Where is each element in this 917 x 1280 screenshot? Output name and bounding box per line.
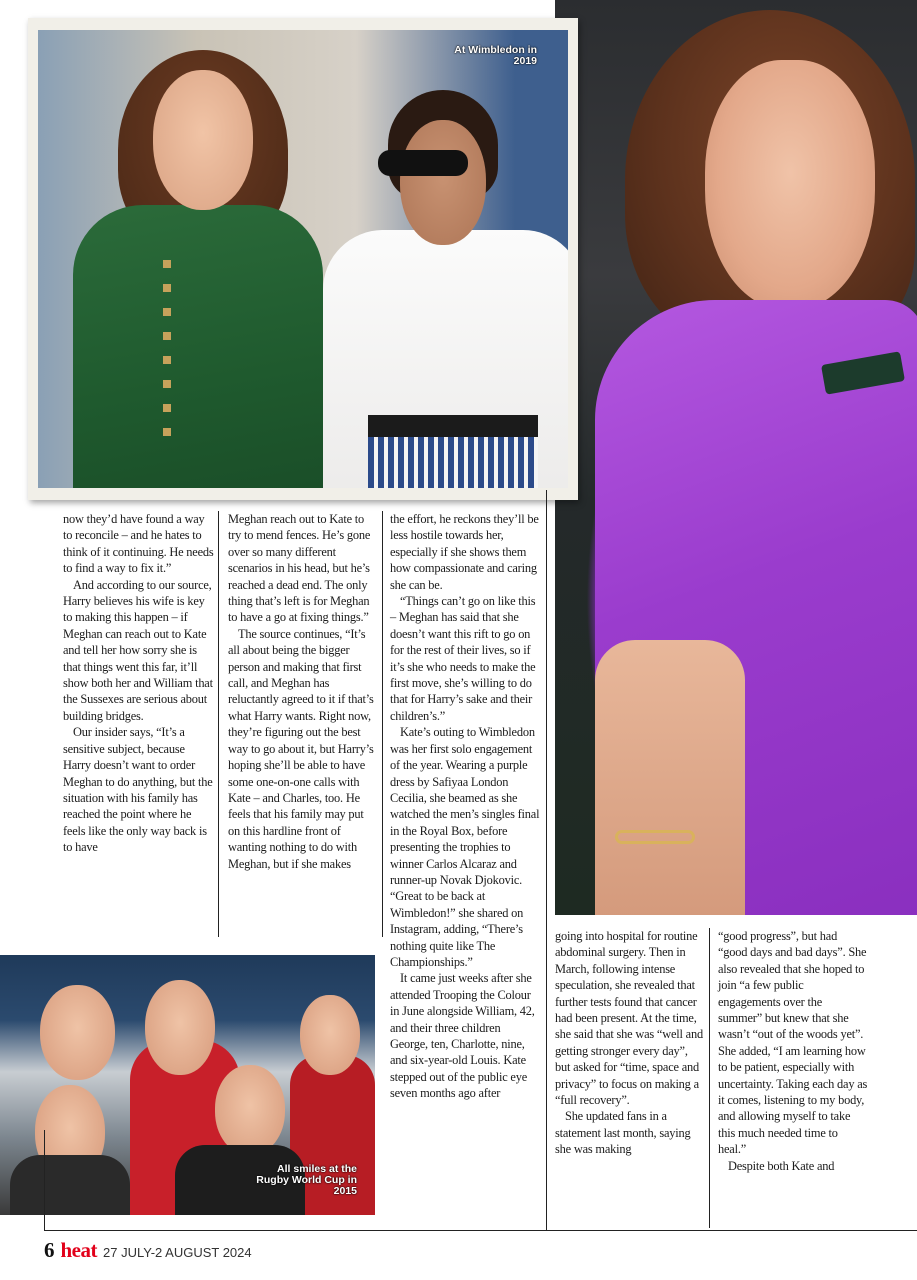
pleated-skirt-shape	[368, 437, 538, 488]
photo-kate-purple-dress	[555, 0, 917, 915]
face-shape	[300, 995, 360, 1075]
column-divider	[44, 1130, 45, 1230]
text-column-5	[718, 928, 868, 1174]
column-divider	[218, 511, 219, 937]
bangle-shape	[615, 830, 695, 844]
arm-shape	[595, 640, 745, 915]
text-column-3	[390, 511, 540, 1102]
kate-face-shape	[153, 70, 253, 210]
paragraph: The source continues, “It’s all about being the bigger person and making that first call, and Meghan has reluctantly agreed to it if that’s what Harry wants. Right now, they’re figuring out the best way to go about it, but Harry’s hoping she’ll be able to have some one-on-one calls with Kate – and Charles, too. He feels that his family may put on this hardline front of wanting nothing to do with Meghan, but if she makes	[228, 626, 374, 871]
dark-jacket-shape	[10, 1155, 130, 1215]
paragraph: “Things can’t go on like this – Meghan has said that she doesn’t want this rift to go on for the rest of their lives, so if it’s she who needs to make the first move, she’s willing to do that for Harry’s sake and their children’s.”	[390, 594, 536, 723]
belt-shape	[368, 415, 538, 437]
photo-wimbledon-2019	[38, 30, 568, 488]
face-shape	[145, 980, 215, 1075]
paragraph: Kate’s outing to Wimbledon was her first solo engagement of the year. Wearing a purple dress by Safiyaa London Cecilia, she beamed as she watched the men’s singles final in the Royal Box, before presenting the trophies to winner Carlos Alcaraz and runner-up Novak Djokovic. “Great to be back at Wimbledon!” she shared on Instagram, adding, “There’s nothing quite like The Championships.”	[390, 725, 540, 969]
paragraph: now they’d have found a way to reconcile – and he hates to think of it continuing. He needs to find a way to fix it.”	[63, 512, 214, 576]
page-number: 6	[44, 1238, 55, 1262]
paragraph: Despite both Kate and	[728, 1158, 835, 1173]
text-column-1	[63, 511, 215, 856]
issue-date: 27 JULY-2 AUGUST 2024	[103, 1245, 252, 1260]
caption-rugby: All smiles at the Rugby World Cup in 2015	[256, 1163, 357, 1197]
page-footer	[44, 1238, 252, 1262]
caption-wimbledon: At Wimbledon in 2019	[454, 44, 537, 67]
green-dress-shape	[73, 205, 323, 488]
text-column-4	[555, 928, 705, 1158]
paragraph: “good progress”, but had “good days and bad days”. She also revealed that she hoped to join “a few public engagements over the summer” but knew that she wasn’t “out of the woods yet”. She added, “I am learning how to be patient, especially with uncertainty. Taking each day as it comes, listening to my body, and allowing myself to take this much needed time to heal.”	[718, 929, 868, 1157]
paragraph: And according to our source, Harry believes his wife is key to making this happen – if Meghan can reach out to Kate and tell her how sorry she is that things went this far, it’ll show both her and William that the Sussexes are serious about building bridges.	[63, 577, 213, 723]
meghan-face-shape	[400, 120, 486, 245]
paragraph: She updated fans in a statement last month, saying she was making	[555, 1109, 691, 1157]
paragraph: Our insider says, “It’s a sensitive subject, because Harry doesn’t want to order Meghan to do anything, but the situation with his family has reached the point where he feels like the only way back is to have	[63, 725, 213, 855]
footer-divider	[44, 1230, 917, 1231]
dress-buttons-shape	[163, 260, 171, 440]
paragraph: It came just weeks after she attended Trooping the Colour in June alongside William, 42, and their three children George, ten, Charlotte, nine, and six-year-old Louis. Kate stepped out of the public eye seven months ago after	[390, 971, 535, 1101]
face-shape	[215, 1065, 285, 1155]
brand-logo: heat	[60, 1238, 97, 1262]
column-divider	[709, 928, 710, 1228]
paragraph: going into hospital for routine abdominal surgery. Then in March, following intense speculation, she revealed that further tests found that cancer had been present. At the time, she said that she was “well and getting stronger every day”, but asked for “time, space and privacy” to focus on making a “full recovery”.	[555, 929, 703, 1108]
column-divider	[382, 511, 383, 937]
paragraph: the effort, he reckons they’ll be less hostile towards her, especially if she shows them how compassionate and caring she can be.	[390, 512, 539, 592]
face-shape	[705, 60, 875, 310]
column-divider	[546, 490, 547, 1230]
text-column-2	[228, 511, 378, 872]
sunglasses-shape	[378, 150, 468, 176]
face-shape	[40, 985, 115, 1080]
paragraph: Meghan reach out to Kate to try to mend fences. He’s gone over so many different scenarios in his head, but he’s reached a dead end. The only thing that’s left is for Meghan to have a go at fixing things.”	[228, 512, 371, 625]
